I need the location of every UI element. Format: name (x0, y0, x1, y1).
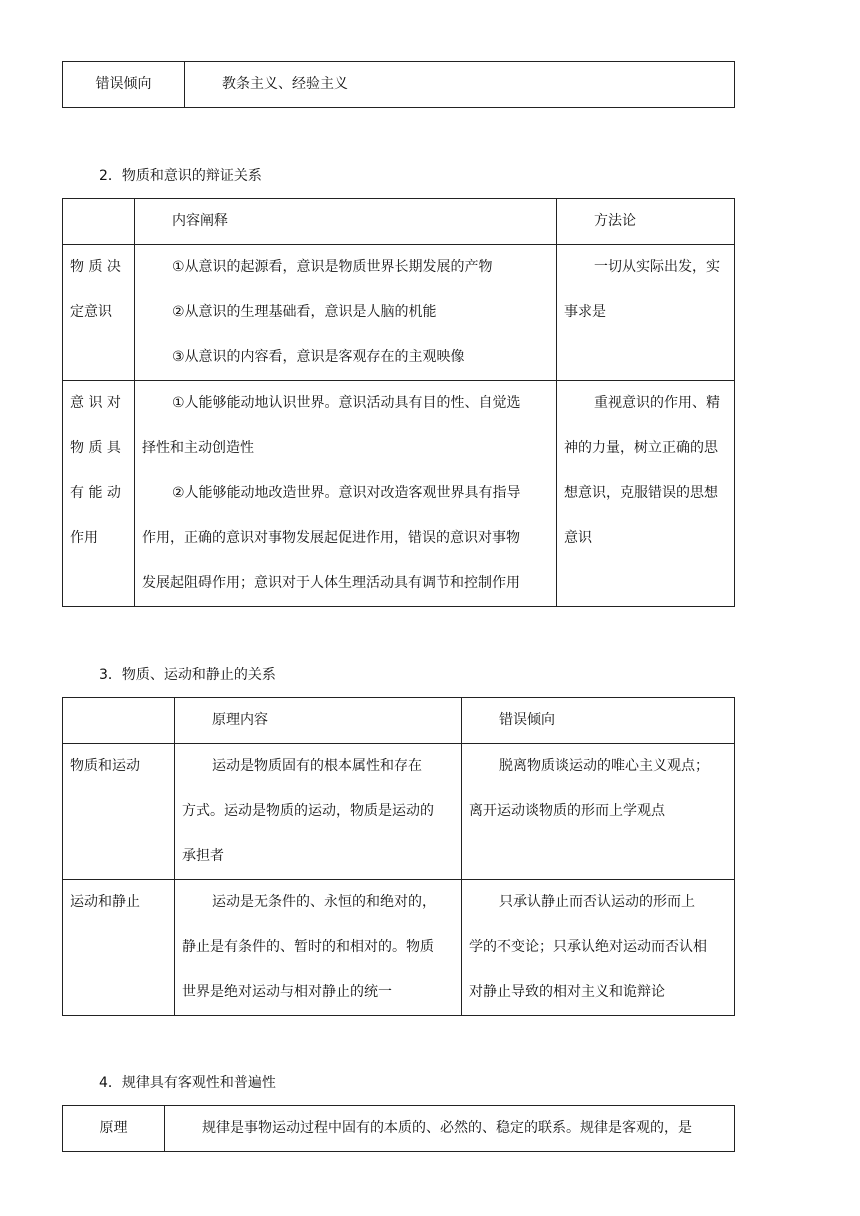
label-line: 有 能 动 (70, 485, 121, 501)
method-line: 重视意识的作用、精 (594, 395, 720, 411)
label-line: 定意识 (70, 304, 112, 320)
content-line: 作用，正确的意识对事物发展起促进作用，错误的意识对事物 (142, 530, 520, 546)
content-cell (175, 880, 462, 1016)
content-line: 世界是绝对运动与相对静止的统一 (182, 984, 392, 1000)
header-cell-empty (63, 199, 135, 245)
content-line: 择性和主动创造性 (142, 440, 254, 456)
content-line: 承担者 (182, 848, 224, 864)
content-line: ①从意识的起源看，意识是物质世界长期发展的产物 (172, 259, 493, 275)
label-line: 意 识 对 (70, 395, 121, 411)
header-cell-principle: 原理内容 (175, 698, 462, 744)
method-line: 意识 (564, 530, 592, 546)
method-line: 神的力量，树立正确的思 (564, 440, 718, 456)
section-heading-3: 3．物质、运动和静止的关系 (99, 667, 276, 683)
error-cell (462, 880, 735, 1016)
header-cell-error: 错误倾向 (462, 698, 735, 744)
label-line: 物 质 决 (70, 259, 121, 275)
method-cell (557, 381, 735, 607)
table-row (63, 1106, 735, 1152)
content-line: 发展起阻碍作用；意识对于人体生理活动具有调节和控制作用 (142, 575, 520, 591)
content-line: 静止是有条件的、暂时的和相对的。物质 (182, 939, 434, 955)
label-line: 作用 (70, 530, 98, 546)
content-cell (175, 744, 462, 880)
table-row (63, 381, 735, 607)
row-label-cell: 物质和运动 (63, 744, 175, 880)
header-cell-method: 方法论 (557, 199, 735, 245)
table-row (63, 744, 735, 880)
error-line: 脱离物质谈运动的唯心主义观点； (499, 758, 709, 774)
section-heading-2: 2．物质和意识的辩证关系 (99, 168, 262, 184)
content-line: ②从意识的生理基础看，意识是人脑的机能 (172, 304, 437, 320)
error-line: 学的不变论；只承认绝对运动而否认相 (469, 939, 707, 955)
header-cell-content: 内容阐释 (135, 199, 557, 245)
content-line: ③从意识的内容看，意识是客观存在的主观映像 (172, 349, 465, 365)
error-cell (462, 744, 735, 880)
method-line: 想意识，克服错误的思想 (564, 485, 718, 501)
content-cell (135, 381, 557, 607)
content-cell (135, 245, 557, 381)
table-header-row (63, 199, 735, 245)
motion-rest-table (62, 697, 735, 1016)
row-label-cell: 原理 (63, 1106, 165, 1152)
method-line: 事求是 (564, 304, 606, 320)
method-cell (557, 245, 735, 381)
row-label-cell (63, 245, 135, 381)
content-line: 方式。运动是物质的运动，物质是运动的 (182, 803, 434, 819)
error-tendency-table (62, 61, 735, 108)
label-line: 物 质 具 (70, 440, 121, 456)
section-heading-4: 4．规律具有客观性和普遍性 (99, 1075, 276, 1091)
row-label-cell: 运动和静止 (63, 880, 175, 1016)
table-row (63, 245, 735, 381)
table-header-row (63, 698, 735, 744)
error-line: 只承认静止而否认运动的形而上 (499, 894, 695, 910)
content-line: ②人能够能动地改造世界。意识对改造客观世界具有指导 (172, 485, 521, 501)
law-objectivity-table (62, 1105, 735, 1152)
header-cell-empty (63, 698, 175, 744)
error-line: 离开运动谈物质的形而上学观点 (469, 803, 665, 819)
method-line: 一切从实际出发，实 (594, 259, 720, 275)
error-line: 对静止导致的相对主义和诡辩论 (469, 984, 665, 1000)
row-value-cell: 教条主义、经验主义 (185, 62, 735, 108)
matter-consciousness-table (62, 198, 735, 607)
content-cell: 规律是事物运动过程中固有的本质的、必然的、稳定的联系。规律是客观的，是 (165, 1106, 735, 1152)
row-label-cell (63, 381, 135, 607)
table-row (63, 880, 735, 1016)
content-line: 运动是无条件的、永恒的和绝对的， (212, 894, 436, 910)
row-label-cell: 错误倾向 (63, 62, 185, 108)
content-line: ①人能够能动地认识世界。意识活动具有目的性、自觉选 (172, 395, 521, 411)
table-row (63, 62, 735, 108)
content-line: 运动是物质固有的根本属性和存在 (212, 758, 422, 774)
